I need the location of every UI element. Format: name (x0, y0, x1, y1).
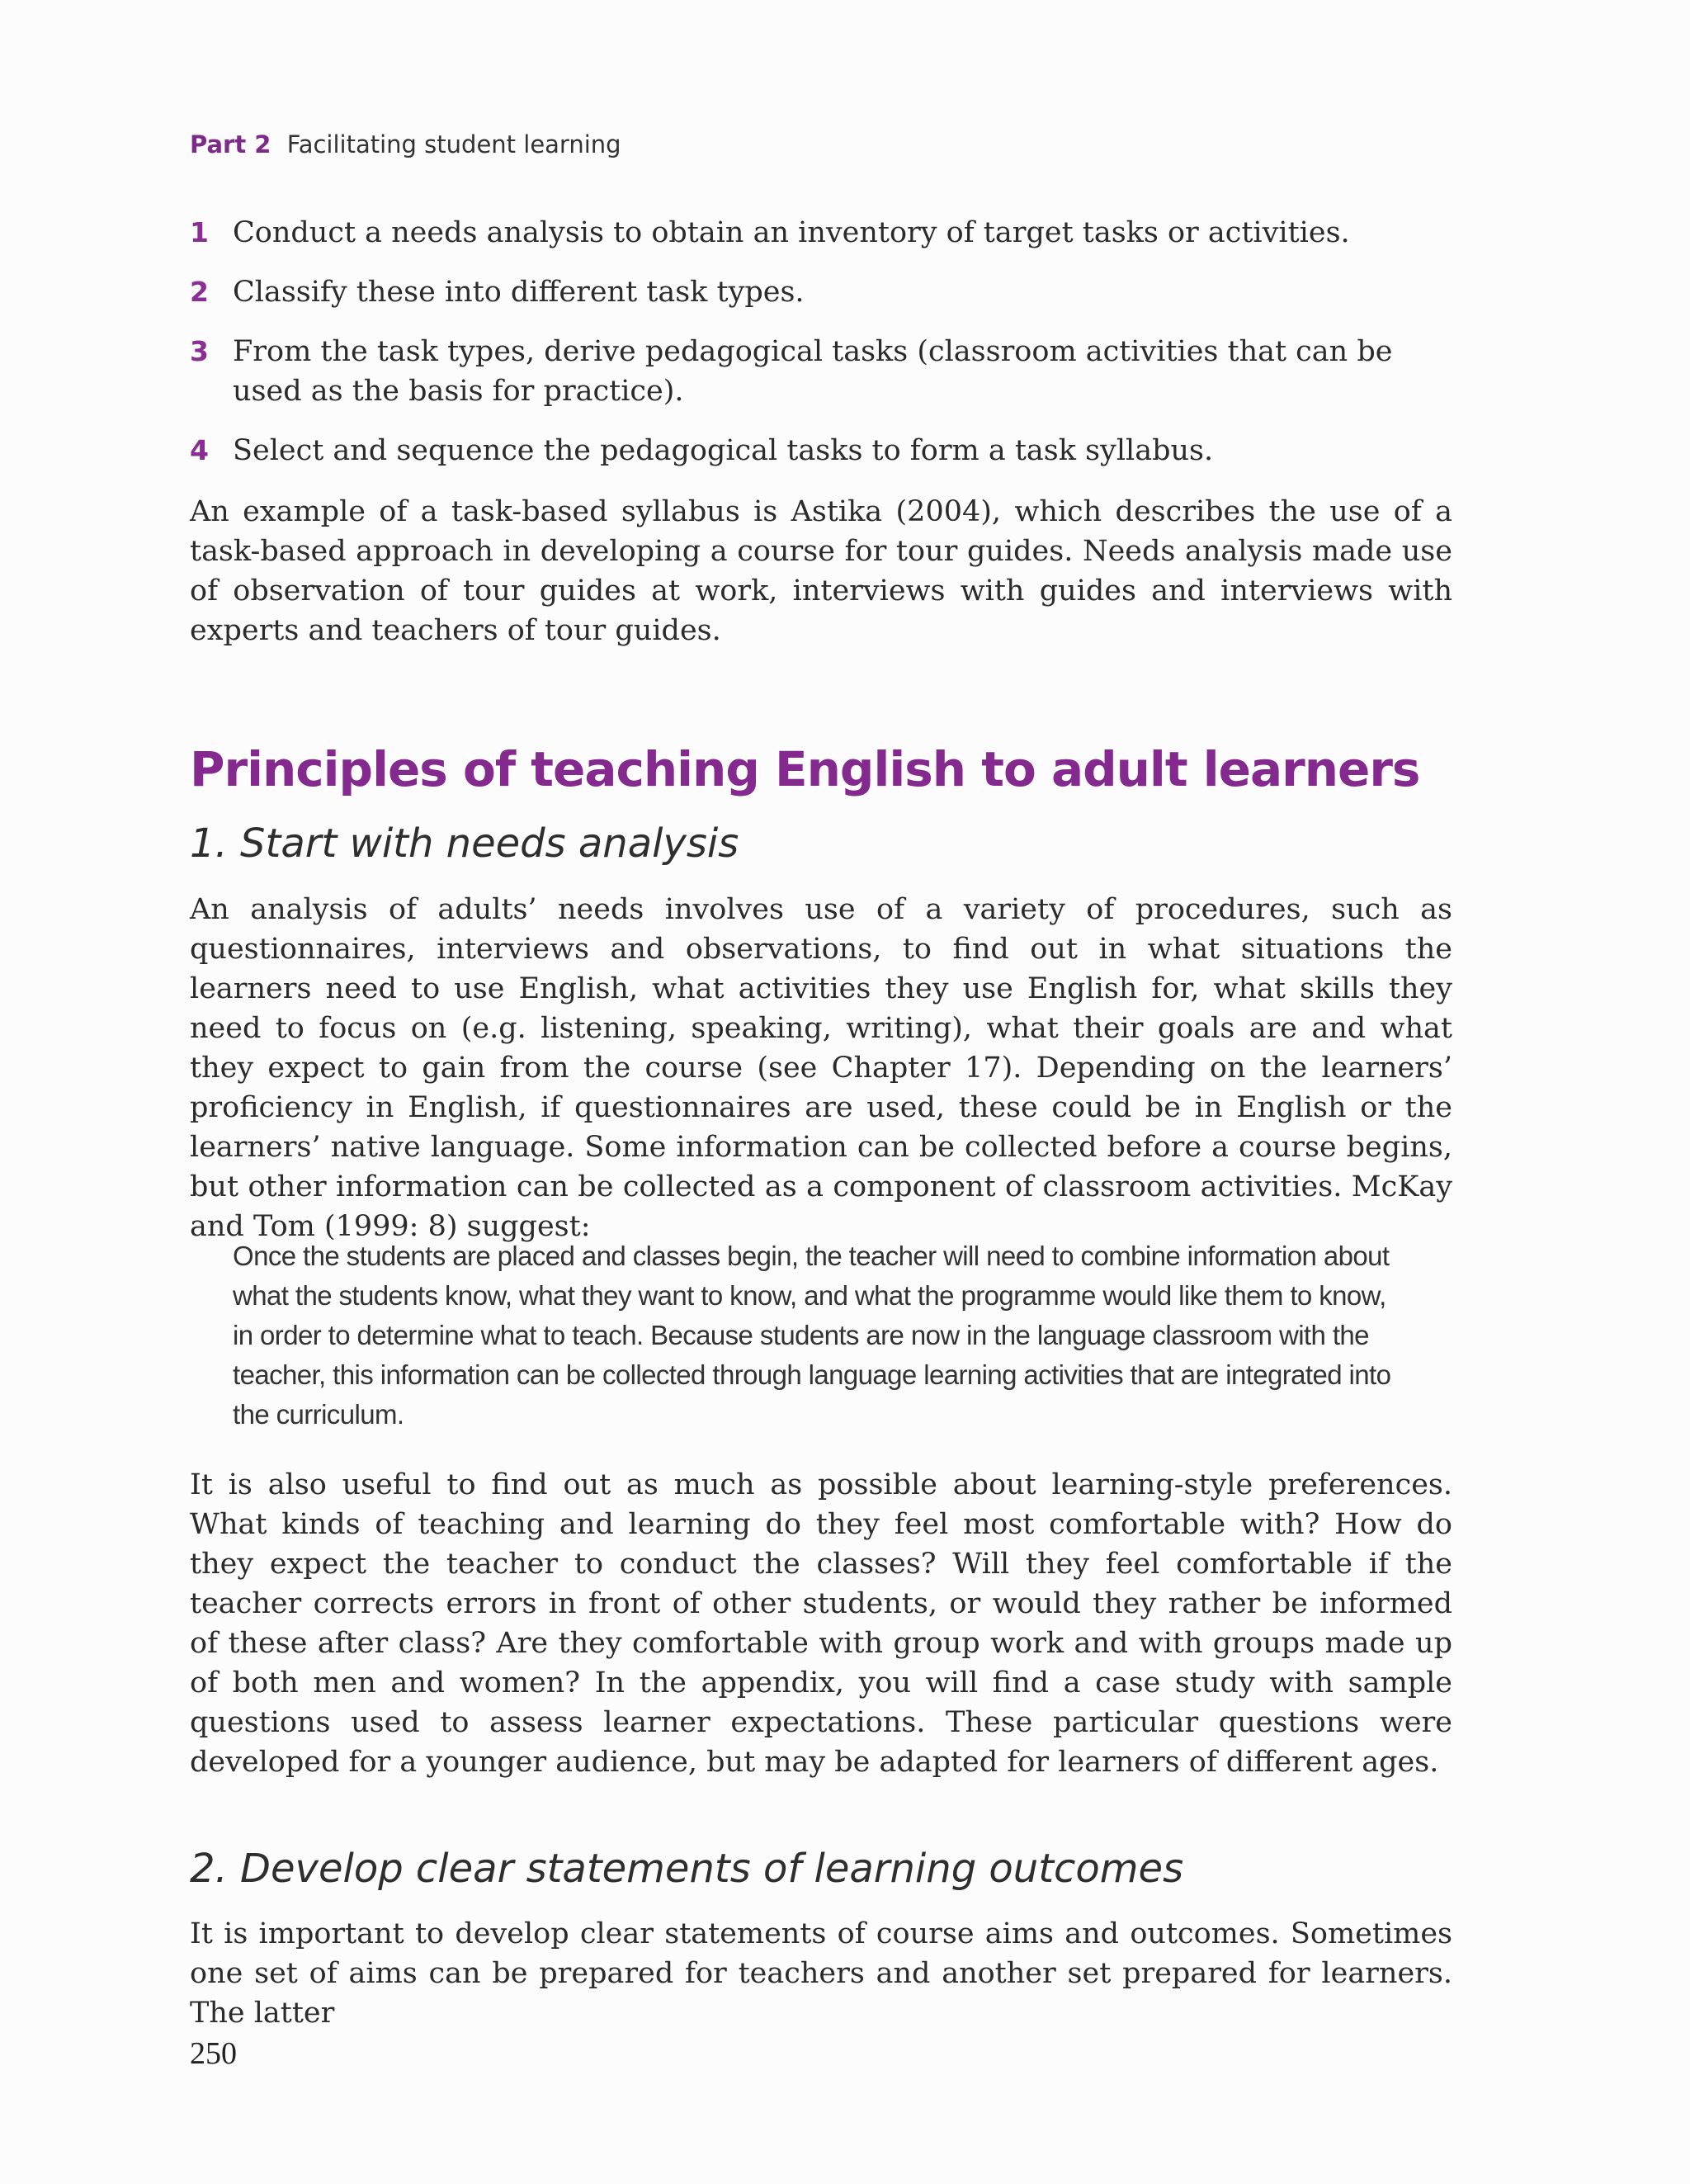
block-quote: Once the students are placed and classes begin, the teacher will need to combine information about what the students know, what they want to know, and what the programme would like them to know, in order to determine what to teach. Because students are now in the language classroom with the teacher, this information can be collected through language learning activities that are integrated into the curriculum. (233, 1241, 1391, 1430)
list-item-number: 4 (190, 434, 209, 466)
subheading-learning-outcomes: 2. Develop clear statements of learning outcomes (190, 1846, 1184, 1892)
task-steps-list (190, 213, 1452, 490)
list-item-text: Select and sequence the pedagogical tasks to form a task syllabus. (233, 434, 1214, 467)
body-paragraph: It is important to develop clear statements of course aims and outcomes. Sometimes one set of aims can be prepared for teachers and another set prepared for learners. The latter (190, 1917, 1452, 2030)
list-item (190, 431, 1452, 470)
running-head (190, 130, 621, 158)
list-item (190, 272, 1452, 312)
list-item (190, 213, 1452, 253)
body-paragraph: An analysis of adults’ needs involves use of a variety of procedures, such as questionnaires, interviews and observations, to find out in what situations the learners need to use English, what activities they use English for, what skills they need to focus on (e.g. listening, speaking, writing), what their goals are and what they expect to gain from the course (see Chapter 17). Depending on the learners’ proficiency in English, if questionnaires are used, these could be in English or the learners’ native language. Some information can be collected before a course begins, but other information can be collected as a component of classroom activities. McKay and Tom (1999: 8) suggest: (190, 893, 1452, 1243)
body-paragraph: It is also useful to find out as much as possible about learning-style preferences. What kinds of teaching and learning do they feel most comfortable with? How do they expect the teacher to conduct the classes? Will they feel comfortable if the teacher corrects errors in front of other students, or would they rather be informed of these after class? Are they comfortable with group work and with groups made up of both men and women? In the appendix, you will find a case study with sample questions used to assess learner expectations. These particular questions were developed for a younger audience, but may be adapted for learners of different ages. (190, 1468, 1452, 1779)
section-heading: Principles of teaching English to adult learners (190, 741, 1420, 797)
subheading-needs-analysis: 1. Start with needs analysis (190, 820, 739, 867)
page-number: 250 (190, 2036, 237, 2071)
list-item-text: From the task types, derive pedagogical tasks (classroom activities that can be used as the basis for practice). (233, 335, 1393, 408)
book-page (190, 0, 1452, 2184)
list-item-text: Classify these into different task types. (233, 276, 805, 309)
running-head-title: Facilitating student learning (286, 130, 621, 158)
list-item-text: Conduct a needs analysis to obtain an inventory of target tasks or activities. (233, 216, 1350, 249)
body-paragraph: An example of a task-based syllabus is Astika (2004), which describes the use of a task-based approach in developing a course for tour guides. Needs analysis made use of observation of tour guides at work, interviews with guides and interviews with experts and teachers of tour guides. (190, 495, 1452, 647)
running-head-part: Part 2 (190, 130, 271, 158)
list-item-number: 2 (190, 276, 209, 308)
list-item-number: 3 (190, 335, 209, 367)
list-item-number: 1 (190, 216, 209, 248)
list-item (190, 332, 1452, 411)
